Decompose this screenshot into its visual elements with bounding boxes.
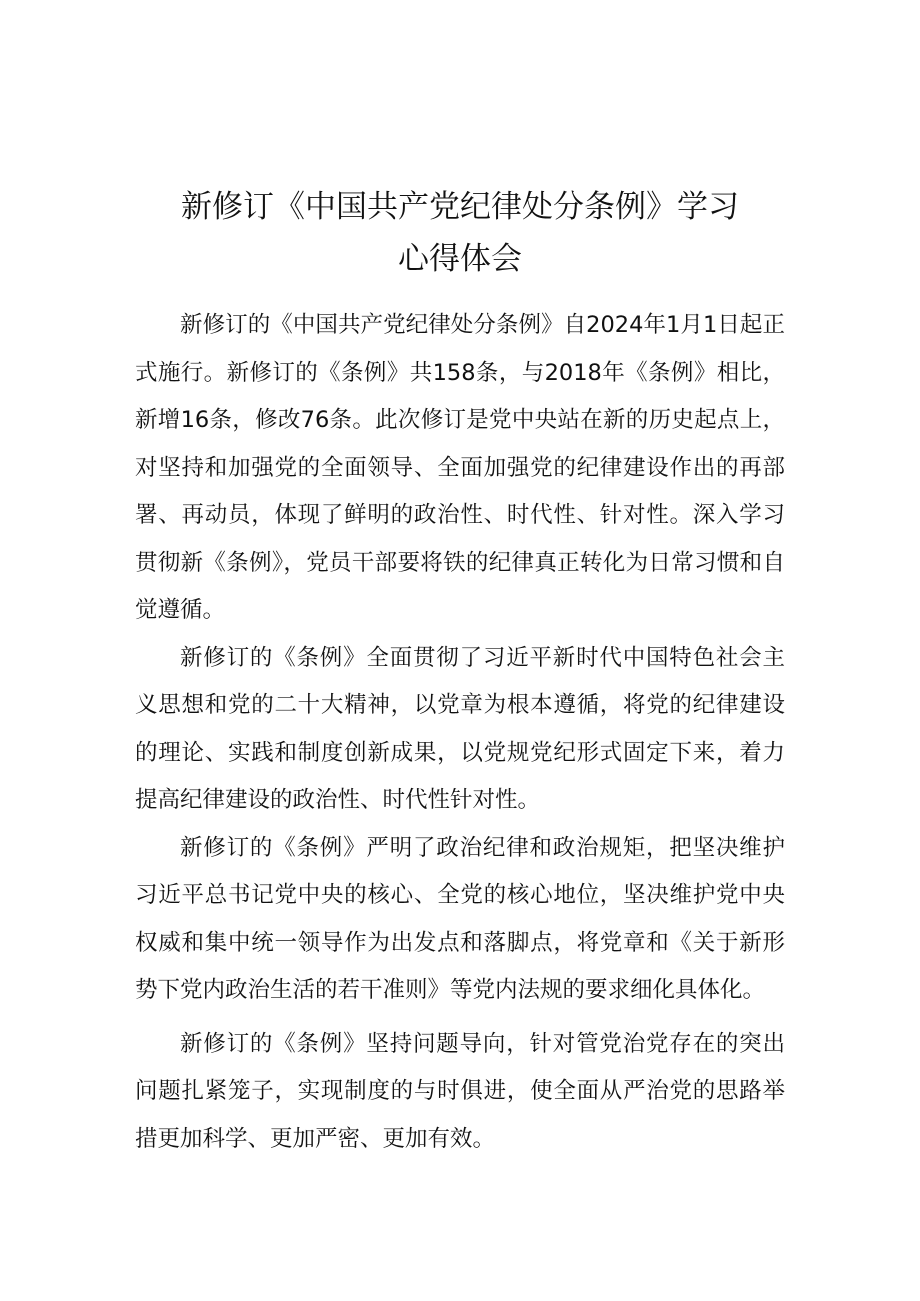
paragraph-3: 新修订的《条例》严明了政治纪律和政治规矩，把坚决维护习近平总书记党中央的核心、全党的核心地位，坚决维护党中央权威和集中统一领导作为出发点和落脚点，将党章和《关于新形势下党内政治生活的若干准则》等党内法规的要求细化具体化。 — [135, 834, 785, 1003]
title-line-1: 新修订《中国共产党纪律处分条例》学习 — [181, 188, 739, 225]
title-line-2: 心得体会 — [398, 240, 522, 277]
paragraph-2: 新修订的《条例》全面贯彻了习近平新时代中国特色社会主义思想和党的二十大精神，以党章为根本遵循，将党的纪律建设的理论、实践和制度创新成果，以党规党纪形式固定下来，着力提高纪律建设的政治性、时代性针对性。 — [135, 644, 785, 813]
paragraph-1: 新修订的《中国共产党纪律处分条例》自2024年1月1日起正式施行。新修订的《条例》共158条，与2018年《条例》相比，新增16条，修改76条。此次修订是党中央站在新的历史起点上，对坚持和加强党的全面领导、全面加强党的纪律建设作出的再部署、再动员，体现了鲜明的政治性、时代性、针对性。深入学习贯彻新《条例》，党员干部要将铁的纪律真正转化为日常习惯和自觉遵循。 — [135, 312, 785, 623]
document-body — [135, 302, 785, 1163]
paragraph-4: 新修订的《条例》坚持问题导向，针对管党治党存在的突出问题扎紧笼子，实现制度的与时俱进，使全面从严治党的思路举措更加科学、更加严密、更加有效。 — [135, 1030, 785, 1152]
document-title — [130, 181, 790, 285]
